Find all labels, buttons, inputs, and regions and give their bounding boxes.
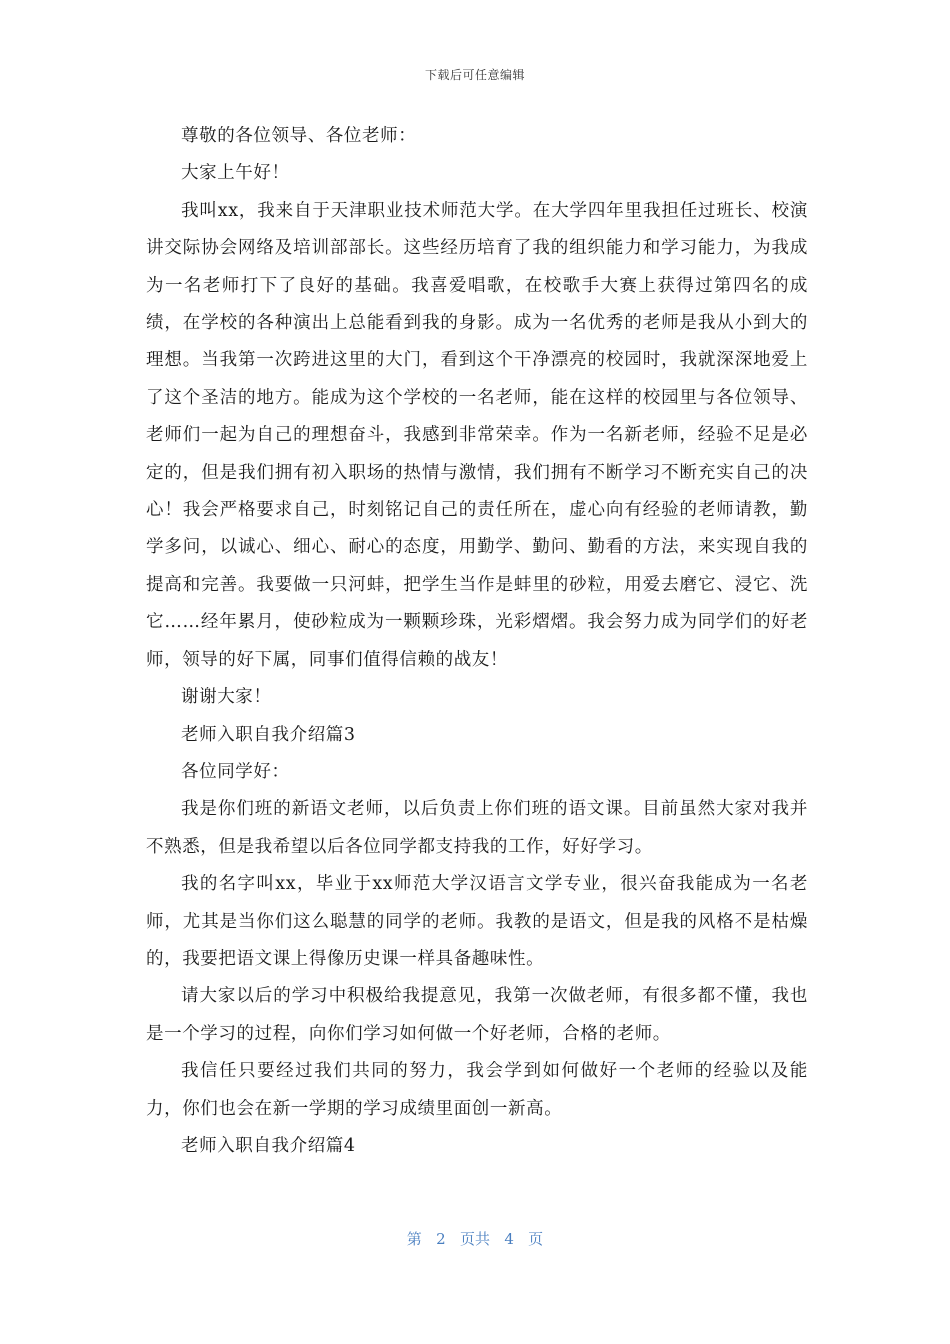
thanks-paragraph: 谢谢大家！ [181, 687, 272, 708]
section-heading: 老师入职自我介绍篇4 [181, 1135, 356, 1156]
footer-suffix: 页 [528, 1230, 544, 1248]
salutation-paragraph: 大家上午好！ [181, 163, 290, 184]
body-paragraph: 我信任只要经过我们共同的努力，我会学到如何做好一个老师的经验以及能力，你们也会在新一学期的学习成绩里面创一新高。 [146, 1061, 808, 1119]
document-body [146, 118, 808, 1165]
page-footer [0, 1228, 950, 1249]
body-paragraph: 请大家以后的学习中积极给我提意见，我第一次做老师，有很多都不懂，我也是一个学习的过程，向你们学习如何做一个好老师，合格的老师。 [146, 986, 808, 1044]
footer-prefix: 第 [406, 1230, 422, 1248]
footer-page-number: 2 [436, 1230, 446, 1248]
footer-middle: 页共 [459, 1230, 490, 1248]
body-paragraph: 我叫xx，我来自于天津职业技术师范大学。在大学四年里我担任过班长、校演讲交际协会网络及培训部部长。这些经历培育了我的组织能力和学习能力，为我成为一名老师打下了良好的基础。我喜爱唱歌，在校歌手大赛上获得过第四名的成绩，在学校的各种演出上总能看到我的身影。成为一名优秀的老师是我从小到大的理想。当我第一次跨进这里的大门，看到这个干净漂亮的校园时，我就深深地爱上了这个圣洁的地方。能成为这个学校的一名老师，能在这样的校园里与各位领导、老师们一起为自己的理想奋斗，我感到非常荣幸。作为一名新老师，经验不足是必定的，但是我们拥有初入职场的热情与激情，我们拥有不断学习不断充实自己的决心！我会严格要求自己，时刻铭记自己的责任所在，虚心向有经验的老师请教，勤学多问，以诚心、细心、耐心的态度，用勤学、勤问、勤看的方法，来实现自我的提高和完善。我要做一只河蚌，把学生当作是蚌里的砂粒，用爱去磨它、浸它、洗它……经年累月，使砂粒成为一颗颗珍珠，光彩熠熠。我会努力成为同学们的好老师，领导的好下属，同事们值得信赖的战友！ [146, 200, 808, 670]
body-paragraph: 我是你们班的新语文老师，以后负责上你们班的语文课。目前虽然大家对我并不熟悉，但是我希望以后各位同学都支持我的工作，好好学习。 [146, 799, 808, 857]
section-heading: 老师入职自我介绍篇3 [181, 724, 356, 745]
page-header: 下载后可任意编辑 [424, 68, 525, 82]
greeting-paragraph: 尊敬的各位领导、各位老师： [181, 126, 417, 146]
body-paragraph: 我的名字叫xx，毕业于xx师范大学汉语言文学专业，很兴奋我能成为一名老师，尤其是当你们这么聪慧的同学的老师。我教的是语文，但是我的风格不是枯燥的，我要把语文课上得像历史课一样具备趣味性。 [146, 874, 808, 969]
salutation-paragraph: 各位同学好： [181, 761, 290, 782]
footer-total-pages: 4 [504, 1230, 514, 1248]
